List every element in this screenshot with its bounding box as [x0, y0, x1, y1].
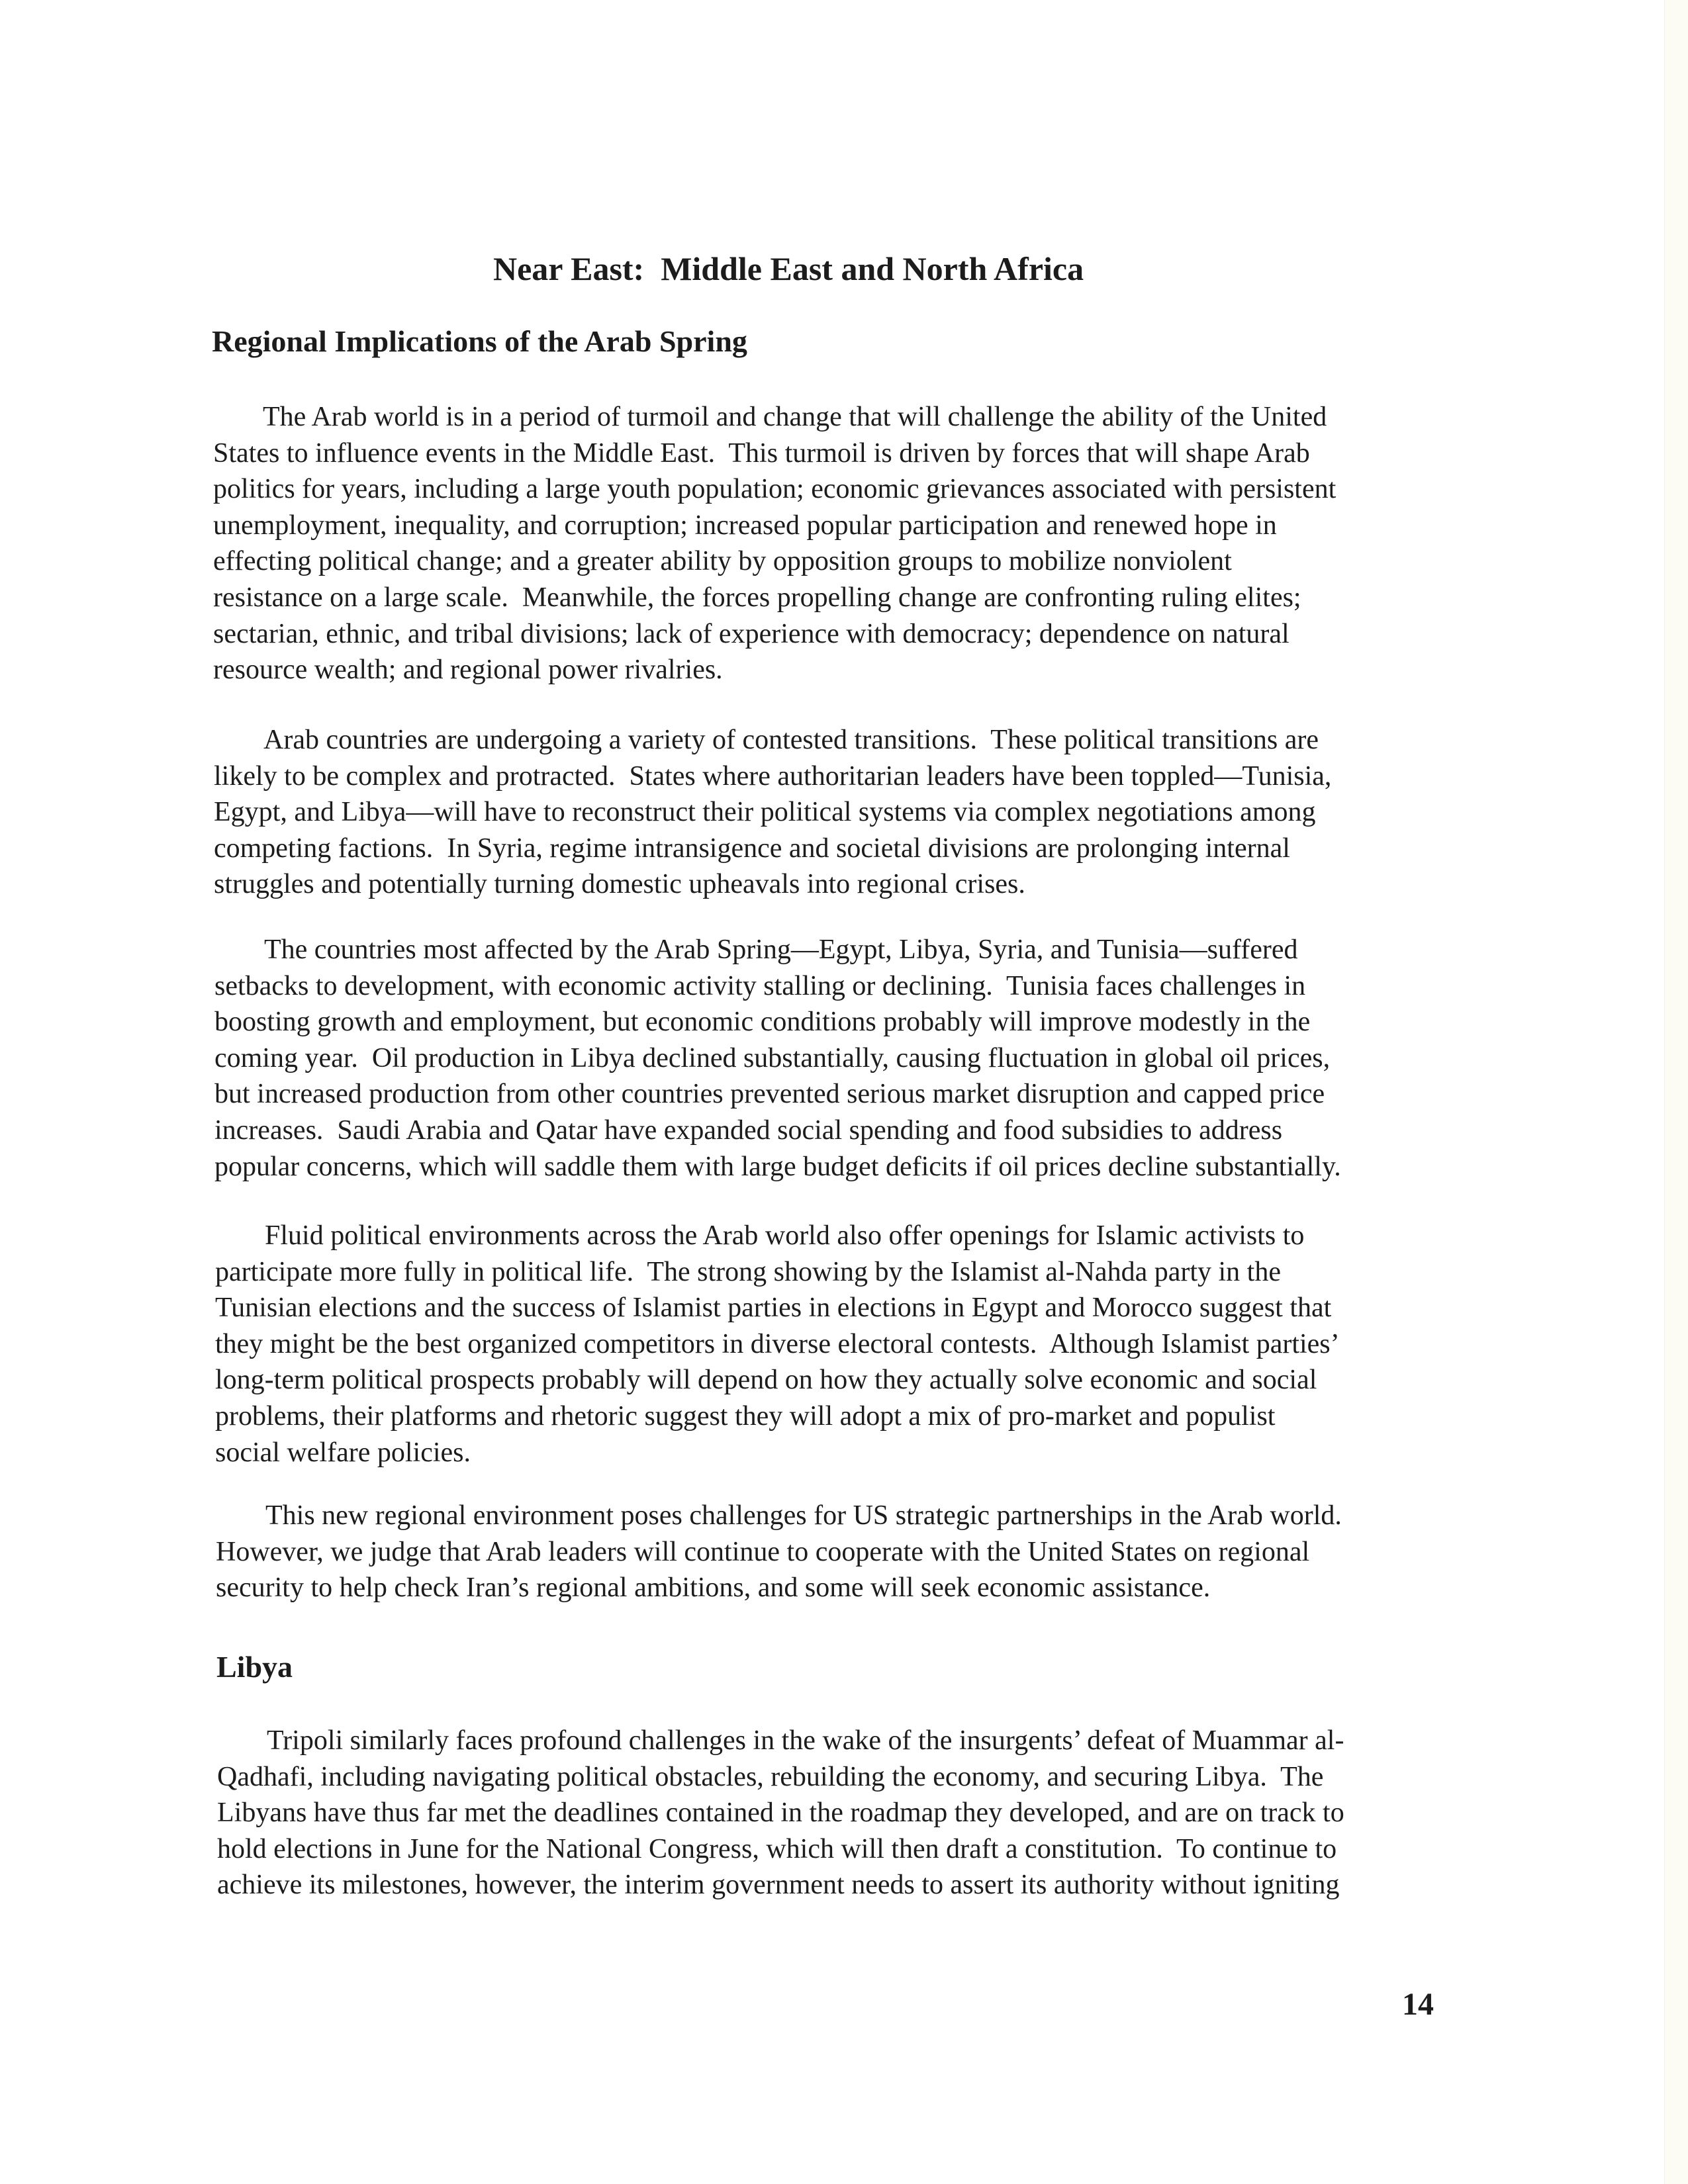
page-number: 14: [1402, 1987, 1434, 2022]
section-heading-libya: Libya: [216, 1650, 293, 1684]
text-line: participate more fully in political life. The strong showing by the Islamist al-Nahda party in the: [215, 1256, 1281, 1287]
paragraph: [215, 1218, 1340, 1471]
text-line: Tripoli similarly faces profound challenges in the wake of the insurgents’ defeat of Muammar al-: [267, 1725, 1344, 1756]
text-line: popular concerns, which will saddle them with large budget deficits if oil prices decline substantially.: [214, 1151, 1341, 1182]
paragraph: [214, 722, 1331, 903]
text-line: problems, their platforms and rhetoric suggest they will adopt a mix of pro-market and populist: [215, 1400, 1276, 1432]
text-line: security to help check Iran’s regional ambitions, and some will seek economic assistance.: [216, 1572, 1211, 1604]
paragraph: [214, 932, 1341, 1185]
text-line: boosting growth and employment, but economic conditions probably will improve modestly in the: [214, 1007, 1311, 1038]
text-line: they might be the best organized competitors in diverse electoral contests. Although Islamist parties’: [215, 1328, 1340, 1359]
text-line: Arab countries are undergoing a variety of contested transitions. These political transitions are: [263, 725, 1319, 755]
text-line: hold elections in June for the National Congress, which will then draft a constitution. To continue to: [217, 1833, 1337, 1864]
text-line: This new regional environment poses challenges for US strategic partnerships in the Arab world.: [265, 1500, 1342, 1531]
text-line: Fluid political environments across the Arab world also offer openings for Islamic activists to: [265, 1220, 1305, 1251]
text-line: politics for years, including a large youth population; economic grievances associated with persistent: [213, 474, 1336, 505]
text-line: The countries most affected by the Arab Spring—Egypt, Libya, Syria, and Tunisia—suffered: [264, 934, 1298, 965]
text-line: Libyans have thus far met the deadlines contained in the roadmap they developed, and are on track to: [217, 1797, 1344, 1829]
text-line: effecting political change; and a greater ability by opposition groups to mobilize nonviolent: [213, 546, 1232, 577]
text-line: struggles and potentially turning domestic upheavals into regional crises.: [214, 869, 1025, 900]
text-line: sectarian, ethnic, and tribal divisions; lack of experience with democracy; dependence on natural: [213, 618, 1289, 649]
text-line: coming year. Oil production in Libya declined substantially, causing fluctuation in global oil prices,: [214, 1042, 1331, 1073]
text-line: long-term political prospects probably will depend on how they actually solve economic and social: [215, 1365, 1317, 1396]
text-line: States to influence events in the Middle East. This turmoil is driven by forces that will shape Arab: [213, 437, 1310, 469]
paragraph: [217, 1723, 1344, 1903]
text-line: unemployment, inequality, and corruption; increased popular participation and renewed hope in: [213, 510, 1277, 541]
text-line: resource wealth; and regional power rivalries.: [213, 655, 723, 686]
text-line: The Arab world is in a period of turmoil and change that will challenge the ability of the United: [263, 402, 1327, 432]
section-heading-arab-spring: Regional Implications of the Arab Spring: [212, 324, 747, 358]
text-line: achieve its milestones, however, the interim government needs to assert its authority without igniting: [217, 1870, 1340, 1901]
text-line: Egypt, and Libya—will have to reconstruct their political systems via complex negotiations among: [214, 797, 1316, 828]
text-line: setbacks to development, with economic activity stalling or declining. Tunisia faces challenges in: [214, 970, 1306, 1001]
text-line: Qadhafi, including navigating political obstacles, rebuilding the economy, and securing Libya. The: [217, 1761, 1324, 1792]
text-line: Tunisian elections and the success of Islamist parties in elections in Egypt and Morocco suggest that: [215, 1293, 1332, 1324]
text-line: increases. Saudi Arabia and Qatar have expanded social spending and food subsidies to address: [214, 1115, 1283, 1146]
scan-page-edge: [1664, 0, 1688, 2184]
text-line: social welfare policies.: [215, 1437, 471, 1468]
page-title: Near East: Middle East and North Africa: [493, 250, 1084, 287]
text-line: but increased production from other countries prevented serious market disruption and capped price: [214, 1079, 1325, 1110]
text-line: resistance on a large scale. Meanwhile, the forces propelling change are confronting ruling elites;: [213, 582, 1301, 613]
text-line: likely to be complex and protracted. States where authoritarian leaders have been toppled—Tunisia,: [214, 760, 1332, 792]
text-line: However, we judge that Arab leaders will continue to cooperate with the United States on regional: [216, 1536, 1310, 1567]
paragraph: [213, 399, 1336, 688]
text-line: competing factions. In Syria, regime intransigence and societal divisions are prolonging internal: [214, 833, 1290, 864]
paragraph: [216, 1498, 1342, 1606]
